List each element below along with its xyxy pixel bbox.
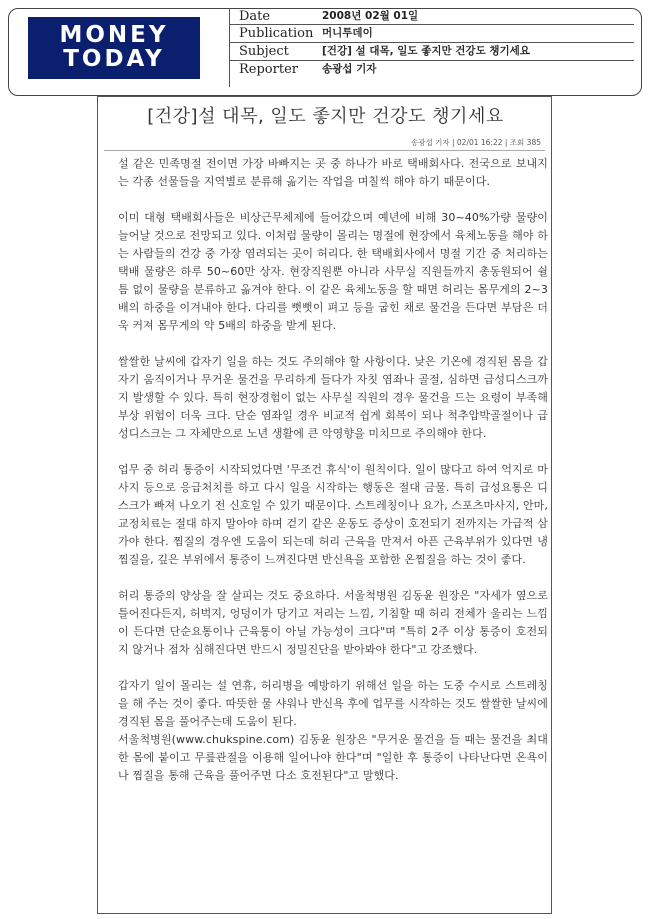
article-paragraph: 이미 대형 택배회사들은 비상근무체제에 들어갔으며 예년에 비해 30~40%가량 물량이 늘어날 것으로 전망되고 있다. 이처럼 물량이 몰리는 명절에 현장에서 육체노동을 해야 하는 사람들의 건강 중 가장 염려되는 곳이 허리다. 한 택배회사에서 명절 기간 중 처리하는 택배 물량은 하루 50~60만 상자. 현장직원뿐 아니라 사무실 직원들까지 총동원되어 쉴 틈 없이 물량을 분류하고 옮겨야 한다. 이 같은 육체노동을 할 때면 허리는 몸무게의 2~3배의 하중을 이겨내야 한다. 다리를 뻣뻣이 펴고 등을 굽힌 채로 물건을 든다면 부담은 더욱 커져 몸무게의 약 5배의 하중을 받게 된다. — [118, 211, 548, 332]
article-byline: 송광섭 기자 | 02/01 16:22 | 조회 385 — [411, 138, 541, 147]
meta-label-reporter: Reporter — [239, 62, 298, 77]
byline-divider — [104, 150, 545, 151]
article-paragraph: 설 같은 민족명절 전이면 가장 바빠지는 곳 중 하나가 바로 택배회사다. 전국으로 보내지는 각종 선물들을 지역별로 분류해 옮기는 작업을 며칠씩 해야 하기 때문이다. — [118, 157, 548, 188]
article-paragraph: 서울척병원(www.chukspine.com) 김동윤 원장은 "무거운 물건을 들 때는 물건을 최대한 몸에 붙이고 무릎관절을 이용해 일어나야 한다"며 "일한 후 통증이 나타난다면 온욕이나 찜질을 통해 근육을 풀어주면 다소 호전된다"고 말했다. — [118, 733, 548, 782]
meta-row-date — [229, 8, 634, 25]
meta-label-date: Date — [239, 9, 271, 24]
meta-label-publication: Publication — [239, 26, 314, 41]
article-body — [118, 155, 548, 785]
money-today-logo — [28, 17, 200, 79]
meta-value-date: 2008년 02월 01일 — [322, 10, 419, 22]
article-paragraph: 업무 중 허리 통증이 시작되었다면 '무조건 휴식'이 원칙이다. 일이 많다고 하여 억지로 마사지 등으로 응급처치를 하고 다시 일을 시작하는 행동은 절대 금물. 특히 급성요통은 디스크가 빠져 나오기 전 신호일 수 있기 때문이다. 스트레칭이나 요가, 스포츠마사지, 안마, 교정치료는 절대 하지 말아야 하며 걷기 같은 운동도 증상이 호전되기 전까지는 가급적 삼가야 한다. 찜질의 경우엔 도움이 되는데 허리 근육을 만져서 아픈 근육부위가 있다면 냉찜질을, 깊은 부위에서 통증이 느껴진다면 반신욕을 포함한 온찜질을 하는 것이 좋다. — [118, 463, 548, 566]
meta-value-reporter: 송광섭 기자 — [322, 63, 377, 75]
logo-line-2: TODAY — [63, 46, 165, 72]
article-title: [건강]설 대목, 일도 좋지만 건강도 챙기세요 — [147, 106, 504, 127]
meta-row-publication — [229, 25, 634, 43]
meta-value-subject: [건강] 설 대목, 일도 좋지만 건강도 챙기세요 — [322, 45, 530, 57]
meta-row-subject — [229, 43, 634, 61]
article-paragraph: 허리 통증의 양상을 잘 살피는 것도 중요하다. 서울척병원 김동윤 원장은 "자세가 옆으로 틀어진다든지, 허벅지, 엉덩이가 당기고 저리는 느낌, 기침할 때 허리 전체가 울리는 느낌이 든다면 단순요통이나 근육통이 아닐 가능성이 크다"며 "특히 2주 이상 통증이 호전되지 않거나 점차 심해진다면 반드시 정밀진단을 받아봐야 한다"고 강조했다. — [118, 589, 548, 656]
article-paragraph: 갑자기 일이 몰리는 설 연휴, 허리병을 예방하기 위해선 일을 하는 도중 수시로 스트레칭을 해 주는 것이 좋다. 따뜻한 물 샤워나 반신욕 후에 업무를 시작하는 것도 쌀쌀한 날씨에 경직된 몸을 풀어주는데 도움이 된다. — [118, 679, 548, 728]
meta-row-reporter — [229, 61, 634, 78]
meta-label-subject: Subject — [239, 44, 289, 59]
logo-line-1: MONEY — [59, 22, 169, 48]
meta-value-publication: 머니투데이 — [322, 27, 373, 39]
article-paragraph: 쌀쌀한 날씨에 갑자기 일을 하는 것도 주의해야 할 사항이다. 낮은 기온에 경직된 몸을 갑자기 움직이거나 무거운 물건을 무리하게 들다가 자칫 염좌나 골절, 심하면 급성디스크까지 발생할 수 있다. 특히 현장경험이 없는 사무실 직원의 경우 물건을 드는 요령이 부족해 부상 위험이 더욱 크다. 단순 염좌일 경우 비교적 쉽게 회복이 되나 척추압박골절이나 급성디스크는 그 자체만으로 노년 생활에 큰 악영향을 미치므로 주의해야 한다. — [118, 355, 548, 440]
clipping-meta-table — [229, 8, 634, 78]
article-frame — [97, 96, 552, 914]
